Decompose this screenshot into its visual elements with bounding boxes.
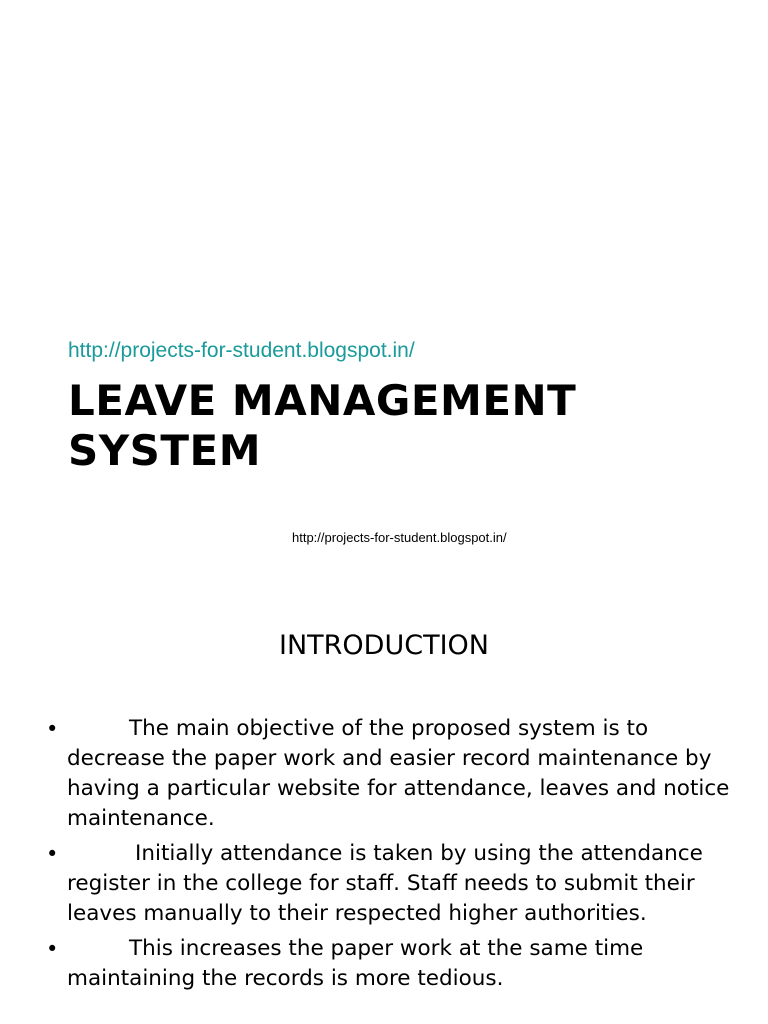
bullet-icon: • (46, 717, 59, 741)
page-title (68, 376, 748, 476)
blog-link-small[interactable]: http://projects-for-student.blogspot.in/ (292, 530, 507, 545)
blog-link[interactable]: http://projects-for-student.blogspot.in/ (68, 339, 415, 362)
bullet-text: Initially attendance is taken by using the attendance register in the college for staff. Staff needs to submit their leaves manually to their respected higher authorities. (67, 841, 703, 926)
section-heading: INTRODUCTION (279, 630, 489, 661)
list-item (40, 714, 740, 834)
title-line-2: SYSTEM (68, 426, 262, 475)
bullet-text: This increases the paper work at the same time maintaining the records is more tedious. (67, 936, 644, 991)
bullet-icon: • (46, 937, 59, 961)
list-item (40, 839, 740, 929)
bullet-text: The main objective of the proposed system is to decrease the paper work and easier record maintenance by having a particular website for attendance, leaves and notice maintenance. (67, 716, 730, 831)
title-line-1: LEAVE MANAGEMENT (68, 376, 577, 425)
list-item (40, 934, 740, 994)
bullet-icon: • (46, 842, 59, 866)
bullet-list (40, 714, 740, 999)
